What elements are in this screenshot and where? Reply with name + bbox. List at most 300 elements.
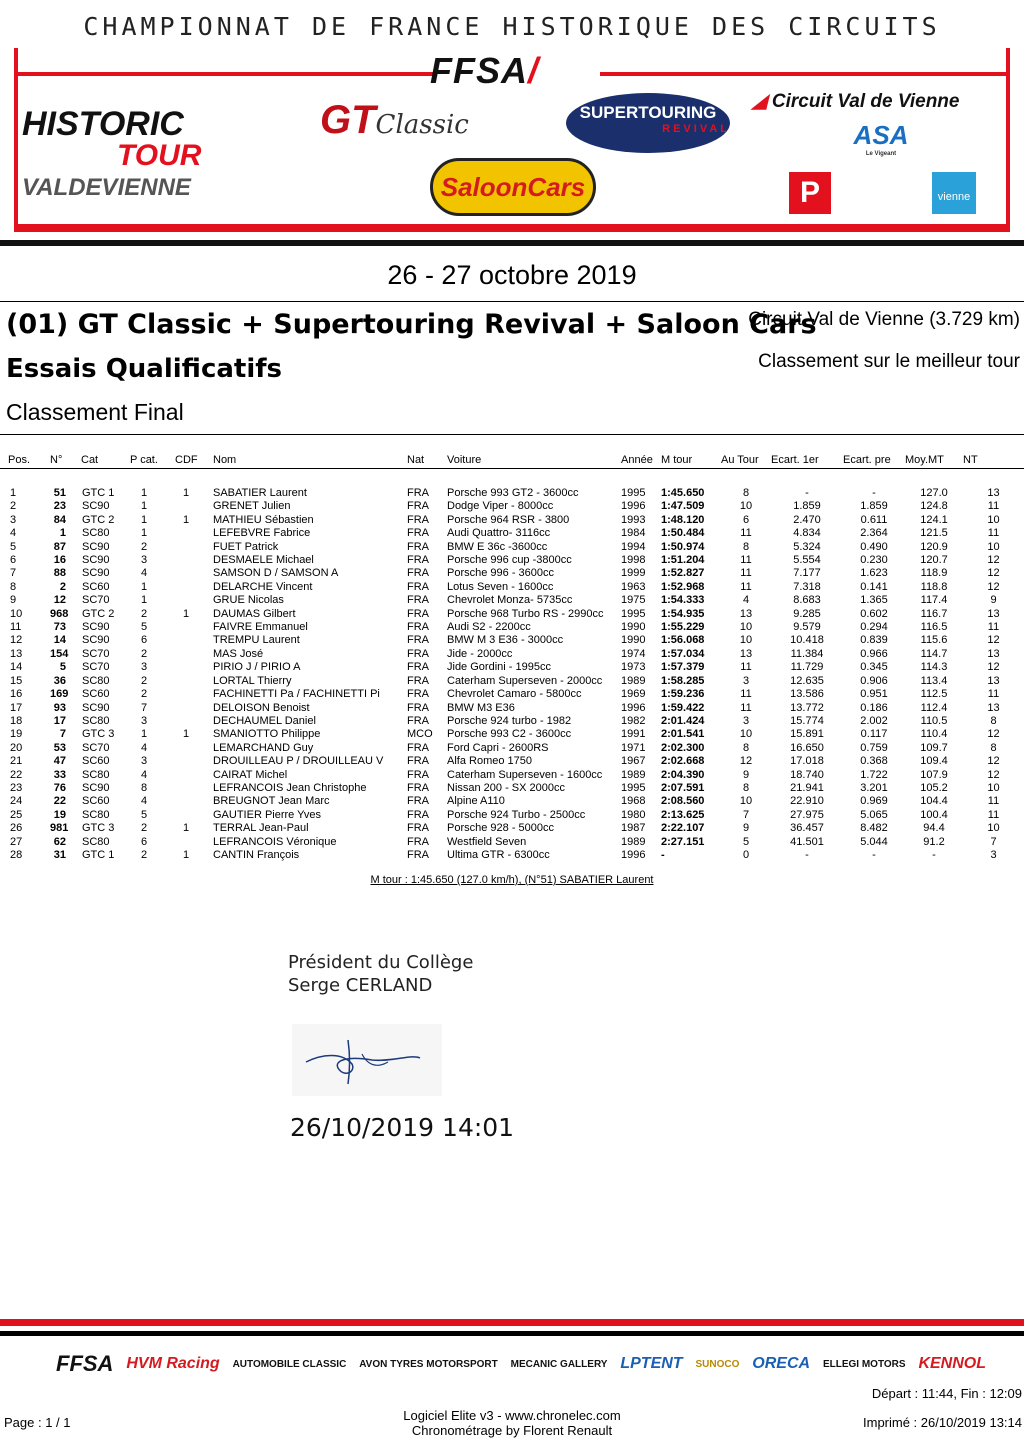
cell-number: 23 (53, 500, 66, 513)
cell-year: 1989 (621, 768, 646, 781)
cell-car: BMW E 36c -3600cc (447, 540, 548, 553)
cell-number: 22 (53, 795, 66, 808)
cell-car: Ultima GTR - 6300cc (447, 848, 550, 861)
table-row (0, 688, 1024, 701)
cell-best-lap: 1:54.333 (661, 594, 705, 607)
cell-year: 1987 (621, 822, 646, 835)
cell-pos: 25 (10, 808, 23, 821)
cell-number: 1 (59, 527, 66, 540)
table-row (0, 742, 1024, 755)
cell-laps: 12 (987, 661, 1000, 674)
cell-gap-prev: 0.839 (860, 634, 888, 647)
cell-at-lap: 8 (742, 741, 750, 754)
cell-gap-first: 36.457 (790, 822, 824, 835)
cell-laps: 11 (987, 527, 1000, 540)
asa-logo-sub: Le Vigeant (865, 151, 897, 157)
cell-avg-speed: 116.5 (920, 621, 948, 634)
cell-cdf: 1 (183, 822, 190, 835)
cell-car: Porsche 964 RSR - 3800 (447, 513, 570, 526)
cell-pos: 28 (10, 848, 23, 861)
cell-name: GRUE Nicolas (213, 594, 284, 607)
cell-gap-first: 12.635 (790, 674, 824, 687)
col-cdf: CDF (175, 452, 213, 469)
cell-pos: 15 (10, 674, 23, 687)
cell-number: 154 (50, 647, 69, 660)
cell-number: 2 (59, 580, 66, 593)
cell-number: 981 (50, 822, 69, 835)
cell-cdf (175, 567, 213, 580)
cell-cdf: 1 (183, 848, 190, 861)
historic-logo-line2: TOUR (117, 139, 202, 172)
cell-nat: FRA (407, 835, 429, 848)
cell-laps: 13 (987, 487, 1000, 499)
col-num: N° (50, 452, 80, 469)
cell-gap-first: 16.650 (790, 741, 824, 754)
cell-number: 84 (53, 513, 66, 526)
cell-nat: FRA (407, 647, 429, 660)
cell-best-lap: 1:58.285 (661, 674, 705, 687)
cell-cdf (175, 715, 213, 728)
cell-best-lap: 2:04.390 (661, 768, 705, 781)
session-times: Départ : 11:44, Fin : 12:09 (871, 1386, 1022, 1401)
cell-cat: SC70 (82, 661, 110, 674)
cell-at-lap: 11 (740, 688, 752, 701)
col-nat: Nat (407, 452, 447, 469)
cell-car: Jide Gordini - 1995cc (447, 661, 551, 674)
results-body (0, 469, 1024, 863)
cell-gap-prev: 0.966 (860, 647, 888, 660)
cell-gap-prev: 0.141 (860, 580, 888, 593)
cell-laps: 12 (987, 634, 1000, 647)
cell-best-lap: 1:54.935 (661, 607, 705, 620)
table-row (0, 782, 1024, 795)
cell-car: Chevrolet Monza- 5735cc (447, 594, 573, 607)
cell-pcat: 1 (141, 513, 148, 526)
cell-cat: SC60 (82, 688, 110, 701)
cell-number: 7 (59, 728, 66, 741)
cell-car: Audi S2 - 2200cc (447, 621, 531, 634)
cell-at-lap: 4 (742, 594, 750, 607)
cell-name: FUET Patrick (213, 540, 279, 553)
cell-laps: 11 (987, 500, 1000, 513)
cell-nat: FRA (407, 487, 429, 499)
cell-name: DELARCHE Vincent (213, 580, 313, 593)
cell-best-lap: 2:22.107 (661, 822, 705, 835)
event-title: (01) GT Classic + Supertouring Revival + Saloon Cars (6, 309, 817, 340)
table-row (0, 836, 1024, 849)
cell-gap-prev: 1.623 (860, 567, 888, 580)
cell-pcat: 8 (141, 781, 148, 794)
cell-pos: 2 (10, 500, 17, 513)
cell-car: Porsche 993 C2 - 3600cc (447, 728, 572, 741)
cell-cat: SC90 (82, 621, 110, 634)
cell-nat: FRA (407, 768, 429, 781)
cell-name: TERRAL Jean-Paul (213, 822, 309, 835)
sponsor-oreca-logo: ORECA (752, 1355, 811, 1372)
saloon-cars-logo: SaloonCars (430, 158, 596, 216)
cell-pcat: 1 (141, 500, 148, 513)
cell-best-lap: 1:47.509 (661, 500, 705, 513)
cell-pos: 3 (10, 513, 17, 526)
cell-pos: 14 (10, 661, 23, 674)
cell-gap-prev: 1.722 (860, 768, 888, 781)
cell-year: 1969 (621, 688, 646, 701)
col-annee: Année (621, 452, 661, 469)
cell-year: 1989 (621, 835, 646, 848)
ffsa-slash: / (528, 50, 540, 91)
table-row (0, 648, 1024, 661)
cell-cat: SC90 (82, 567, 110, 580)
cell-at-lap: 11 (740, 701, 752, 714)
cell-car: Caterham Superseven - 2000cc (447, 674, 603, 687)
cell-pcat: 1 (141, 728, 148, 741)
cell-avg-speed: 109.7 (920, 741, 948, 754)
col-ecart1: Ecart. 1er (771, 452, 843, 469)
cell-gap-prev: 0.294 (860, 621, 888, 634)
sponsor-ellegi-logo: ELLEGI MOTORS (822, 1358, 906, 1370)
cell-at-lap: 3 (742, 714, 750, 727)
cell-gap-first: 17.018 (790, 755, 824, 768)
cell-car: BMW M3 E36 (447, 701, 515, 714)
poitou-logo: P (789, 172, 831, 214)
cell-cdf (175, 675, 213, 688)
cell-cat: SC60 (82, 755, 110, 768)
cell-laps: 13 (987, 647, 1000, 660)
cell-car: Lotus Seven - 1600cc (447, 580, 554, 593)
cell-cat: GTC 2 (82, 513, 115, 526)
cell-pos: 13 (10, 647, 23, 660)
signature-image (292, 1024, 442, 1096)
cell-number: 5 (59, 661, 66, 674)
table-row (0, 809, 1024, 822)
cell-cat: GTC 1 (82, 487, 115, 499)
cell-pcat: 1 (141, 527, 148, 540)
cell-cdf (175, 621, 213, 634)
cell-avg-speed: 105.2 (920, 781, 948, 794)
cell-gap-prev: 2.002 (860, 714, 888, 727)
cell-number: 36 (53, 674, 66, 687)
cell-nat: FRA (407, 755, 429, 768)
cell-car: Porsche 993 GT2 - 3600cc (447, 487, 579, 499)
gt-classic-logo (320, 98, 469, 143)
cell-gap-first: - (805, 848, 809, 861)
cell-nat: FRA (407, 580, 429, 593)
cell-cat: SC80 (82, 674, 110, 687)
cell-name: SAMSON D / SAMSON A (213, 567, 339, 580)
col-pcat: P cat. (129, 452, 175, 469)
cell-laps: 11 (987, 795, 1000, 808)
event-date: 26 - 27 octobre 2019 (387, 260, 637, 290)
cell-name: LEMARCHAND Guy (213, 741, 314, 754)
cell-car: Nissan 200 - SX 2000cc (447, 781, 566, 794)
cell-name: DESMAELE Michael (213, 554, 314, 567)
cell-gap-prev: 0.186 (860, 701, 888, 714)
cell-year: 1963 (621, 580, 646, 593)
cell-car: Alpine A110 (447, 795, 505, 808)
cell-avg-speed: 118.8 (920, 580, 948, 593)
cell-name: FAIVRE Emmanuel (213, 621, 308, 634)
banner-red-bottom (14, 226, 1010, 232)
cell-pcat: 6 (141, 835, 148, 848)
gt-logo-classic: Classic (375, 110, 469, 140)
table-row (0, 594, 1024, 607)
cell-cat: SC70 (82, 741, 110, 754)
cell-pos: 23 (10, 781, 23, 794)
gt-logo-gt: GT (320, 98, 376, 142)
table-row (0, 822, 1024, 835)
table-row (0, 581, 1024, 594)
signer-title: Président du Collège (288, 952, 474, 973)
cell-number: 47 (53, 755, 66, 768)
cell-at-lap: 9 (742, 822, 750, 835)
software-line1: Logiciel Elite v3 - www.chronelec.com (403, 1408, 621, 1423)
cell-name: TREMPU Laurent (213, 634, 300, 647)
cell-cdf (175, 836, 213, 849)
table-row (0, 500, 1024, 513)
cell-pos: 8 (10, 580, 17, 593)
cell-pcat: 4 (141, 795, 148, 808)
cell-number: 16 (53, 554, 66, 567)
cell-gap-first: 5.324 (793, 540, 821, 553)
cell-cdf (175, 809, 213, 822)
cell-gap-prev: - (872, 848, 876, 861)
cell-gap-prev: 5.065 (860, 808, 888, 821)
best-lap-text: M tour : 1:45.650 (127.0 km/h), (N°51) SABATIER Laurent (370, 874, 654, 886)
cell-best-lap: 1:56.068 (661, 634, 705, 647)
cell-pos: 10 (10, 607, 23, 620)
cell-year: 1996 (621, 500, 646, 513)
cell-number: 17 (53, 714, 66, 727)
cell-car: Porsche 924 turbo - 1982 (447, 714, 572, 727)
cell-car: Caterham Superseven - 1600cc (447, 768, 603, 781)
cell-nat: FRA (407, 714, 429, 727)
cell-at-lap: 10 (739, 500, 753, 513)
cell-pcat: 4 (141, 768, 148, 781)
vienne-logo: vienne (932, 172, 976, 214)
cell-car: Porsche 928 - 5000cc (447, 822, 555, 835)
classification-basis: Classement sur le meilleur tour (758, 351, 1020, 372)
cell-year: 1999 (621, 567, 646, 580)
cell-cdf: 1 (183, 513, 190, 526)
table-row (0, 728, 1024, 741)
cell-cat: SC90 (82, 781, 110, 794)
cell-gap-first: 1.859 (793, 500, 821, 513)
cell-year: 1968 (621, 795, 646, 808)
cell-at-lap: 10 (739, 621, 753, 634)
cell-best-lap: 2:27.151 (661, 835, 705, 848)
cell-gap-first: 5.554 (793, 554, 821, 567)
cell-best-lap: 2:08.560 (661, 795, 705, 808)
cell-nat: FRA (407, 822, 429, 835)
sponsor-sunoco-logo: SUNOCO (695, 1358, 740, 1370)
cell-pcat: 7 (141, 701, 148, 714)
cell-pcat: 5 (141, 808, 148, 821)
cell-gap-prev: 3.201 (860, 781, 888, 794)
cell-gap-prev: 0.906 (860, 674, 888, 687)
cell-cat: SC80 (82, 835, 110, 848)
cell-nat: FRA (407, 540, 429, 553)
cell-gap-prev: 8.482 (860, 822, 888, 835)
cell-nat: FRA (407, 661, 429, 674)
cell-best-lap: 1:52.968 (661, 580, 705, 593)
cell-cat: SC80 (82, 768, 110, 781)
cell-name: GRENET Julien (213, 500, 291, 513)
cell-best-lap: 1:50.974 (661, 540, 705, 553)
cell-year: 1995 (621, 487, 646, 499)
cell-year: 1990 (621, 634, 646, 647)
signature-datetime: 26/10/2019 14:01 (290, 1113, 515, 1142)
cell-cat: GTC 3 (82, 822, 115, 835)
cell-year: 1993 (621, 513, 646, 526)
cell-laps: 12 (987, 768, 1000, 781)
cell-pcat: 2 (141, 674, 148, 687)
cell-car: Porsche 996 - 3600cc (447, 567, 555, 580)
cell-year: 1975 (621, 594, 646, 607)
cell-cdf: 1 (183, 487, 190, 499)
table-row (0, 554, 1024, 567)
cell-gap-prev: 5.044 (860, 835, 888, 848)
cell-best-lap: 2:02.668 (661, 755, 705, 768)
cell-laps: 10 (987, 822, 1000, 835)
cell-pcat: 2 (141, 647, 148, 660)
cell-number: 87 (53, 540, 66, 553)
cell-cdf (175, 581, 213, 594)
cell-number: 33 (53, 768, 66, 781)
cell-pos: 7 (10, 567, 17, 580)
cell-avg-speed: 120.9 (920, 540, 948, 553)
cell-at-lap: 11 (740, 661, 752, 674)
cell-name: BREUGNOT Jean Marc (213, 795, 330, 808)
cell-cat: SC90 (82, 701, 110, 714)
cell-gap-first: 11.729 (790, 661, 824, 674)
sponsor-ffsa-logo: FFSA (56, 1351, 114, 1376)
cell-name: FACHINETTI Pa / FACHINETTI Pi (213, 688, 380, 701)
cell-number: 968 (50, 607, 69, 620)
historic-logo-line3: VALDEVIENNE (22, 174, 191, 201)
table-row (0, 634, 1024, 647)
cell-avg-speed: 124.1 (920, 513, 948, 526)
cell-gap-prev: 0.490 (860, 540, 888, 553)
cell-best-lap: 1:57.034 (661, 647, 705, 660)
cell-gap-first: 8.683 (793, 594, 821, 607)
cell-name: GAUTIER Pierre Yves (213, 808, 321, 821)
cell-gap-prev: 0.230 (860, 554, 888, 567)
cell-cat: SC60 (82, 795, 110, 808)
cell-car: Westfield Seven (447, 835, 527, 848)
cell-nat: FRA (407, 554, 429, 567)
col-nt: NT (963, 452, 1024, 469)
col-mtour: M tour (661, 452, 721, 469)
sponsor-mecanic-gallery-logo: MECANIC GALLERY (510, 1358, 608, 1370)
cell-nat: FRA (407, 527, 429, 540)
cell-cdf (175, 688, 213, 701)
cell-laps: 9 (990, 594, 997, 607)
cell-nat: FRA (407, 634, 429, 647)
signer-name: Serge CERLAND (288, 975, 433, 996)
session-name: Essais Qualificatifs (6, 354, 283, 384)
cell-avg-speed: 127.0 (920, 487, 948, 499)
cell-gap-first: - (805, 487, 809, 499)
table-row (0, 702, 1024, 715)
cell-gap-prev: - (872, 487, 876, 499)
cell-year: 1994 (621, 540, 646, 553)
ffsa-logo (430, 50, 539, 92)
cell-avg-speed: - (932, 848, 936, 861)
cell-laps: 12 (987, 580, 1000, 593)
cell-at-lap: 10 (739, 634, 753, 647)
cell-year: 1996 (621, 848, 646, 861)
cell-cat: SC70 (82, 647, 110, 660)
cell-gap-first: 41.501 (790, 835, 824, 848)
col-moymt: Moy.MT (905, 452, 963, 469)
cell-pos: 26 (10, 822, 23, 835)
cell-gap-prev: 0.611 (860, 513, 888, 526)
best-lap-summary (0, 874, 1024, 886)
cell-laps: 13 (987, 701, 1000, 714)
cell-pos: 24 (10, 795, 23, 808)
cell-avg-speed: 114.3 (920, 661, 948, 674)
cell-best-lap: 1:55.229 (661, 621, 705, 634)
revival-text: REVIVAL (662, 123, 730, 135)
cell-number: 73 (53, 621, 66, 634)
cell-pos: 5 (10, 540, 17, 553)
cell-laps: 3 (990, 848, 997, 861)
cell-avg-speed: 115.6 (920, 634, 948, 647)
cell-pos: 21 (10, 755, 23, 768)
cell-best-lap: 2:13.625 (661, 808, 705, 821)
sponsor-strip (56, 1346, 986, 1382)
cell-name: CANTIN François (213, 848, 300, 861)
cell-number: 12 (53, 594, 66, 607)
cell-cdf (175, 554, 213, 567)
col-pos: Pos. (0, 452, 50, 469)
cell-name: MAS José (213, 647, 264, 660)
results-table (0, 452, 1024, 862)
cell-avg-speed: 116.7 (920, 607, 948, 620)
table-row (0, 769, 1024, 782)
cell-gap-first: 7.177 (793, 567, 821, 580)
cell-pos: 17 (10, 701, 23, 714)
cell-pcat: 3 (141, 661, 148, 674)
col-nom: Nom (213, 452, 407, 469)
cvv-logo-text: Circuit Val de Vienne (771, 91, 960, 112)
cell-cat: SC90 (82, 540, 110, 553)
cell-avg-speed: 120.7 (920, 554, 948, 567)
divider-top (0, 301, 1024, 302)
circuit-info: Circuit Val de Vienne (3.729 km) (748, 309, 1020, 330)
cell-cdf (175, 702, 213, 715)
cell-cdf (175, 541, 213, 554)
cell-at-lap: 11 (740, 580, 752, 593)
cell-gap-prev: 0.345 (860, 661, 888, 674)
cell-name: MATHIEU Sébastien (213, 513, 314, 526)
cell-cat: SC70 (82, 594, 110, 607)
cell-cat: SC90 (82, 634, 110, 647)
cell-pcat: 2 (141, 822, 148, 835)
cell-nat: FRA (407, 701, 429, 714)
cell-laps: 12 (987, 567, 1000, 580)
cell-laps: 8 (990, 714, 997, 727)
historic-logo-line1: HISTORIC (22, 105, 184, 143)
cell-at-lap: 9 (742, 768, 750, 781)
cell-pos: 12 (10, 634, 23, 647)
cell-gap-first: 7.318 (793, 580, 821, 593)
cell-pcat: 4 (141, 741, 148, 754)
software-line2: Chronométrage by Florent Renault (411, 1423, 613, 1438)
cell-cdf: 1 (183, 607, 190, 620)
printed-timestamp: Imprimé : 26/10/2019 13:14 (863, 1415, 1022, 1430)
cell-laps: 12 (987, 755, 1000, 768)
